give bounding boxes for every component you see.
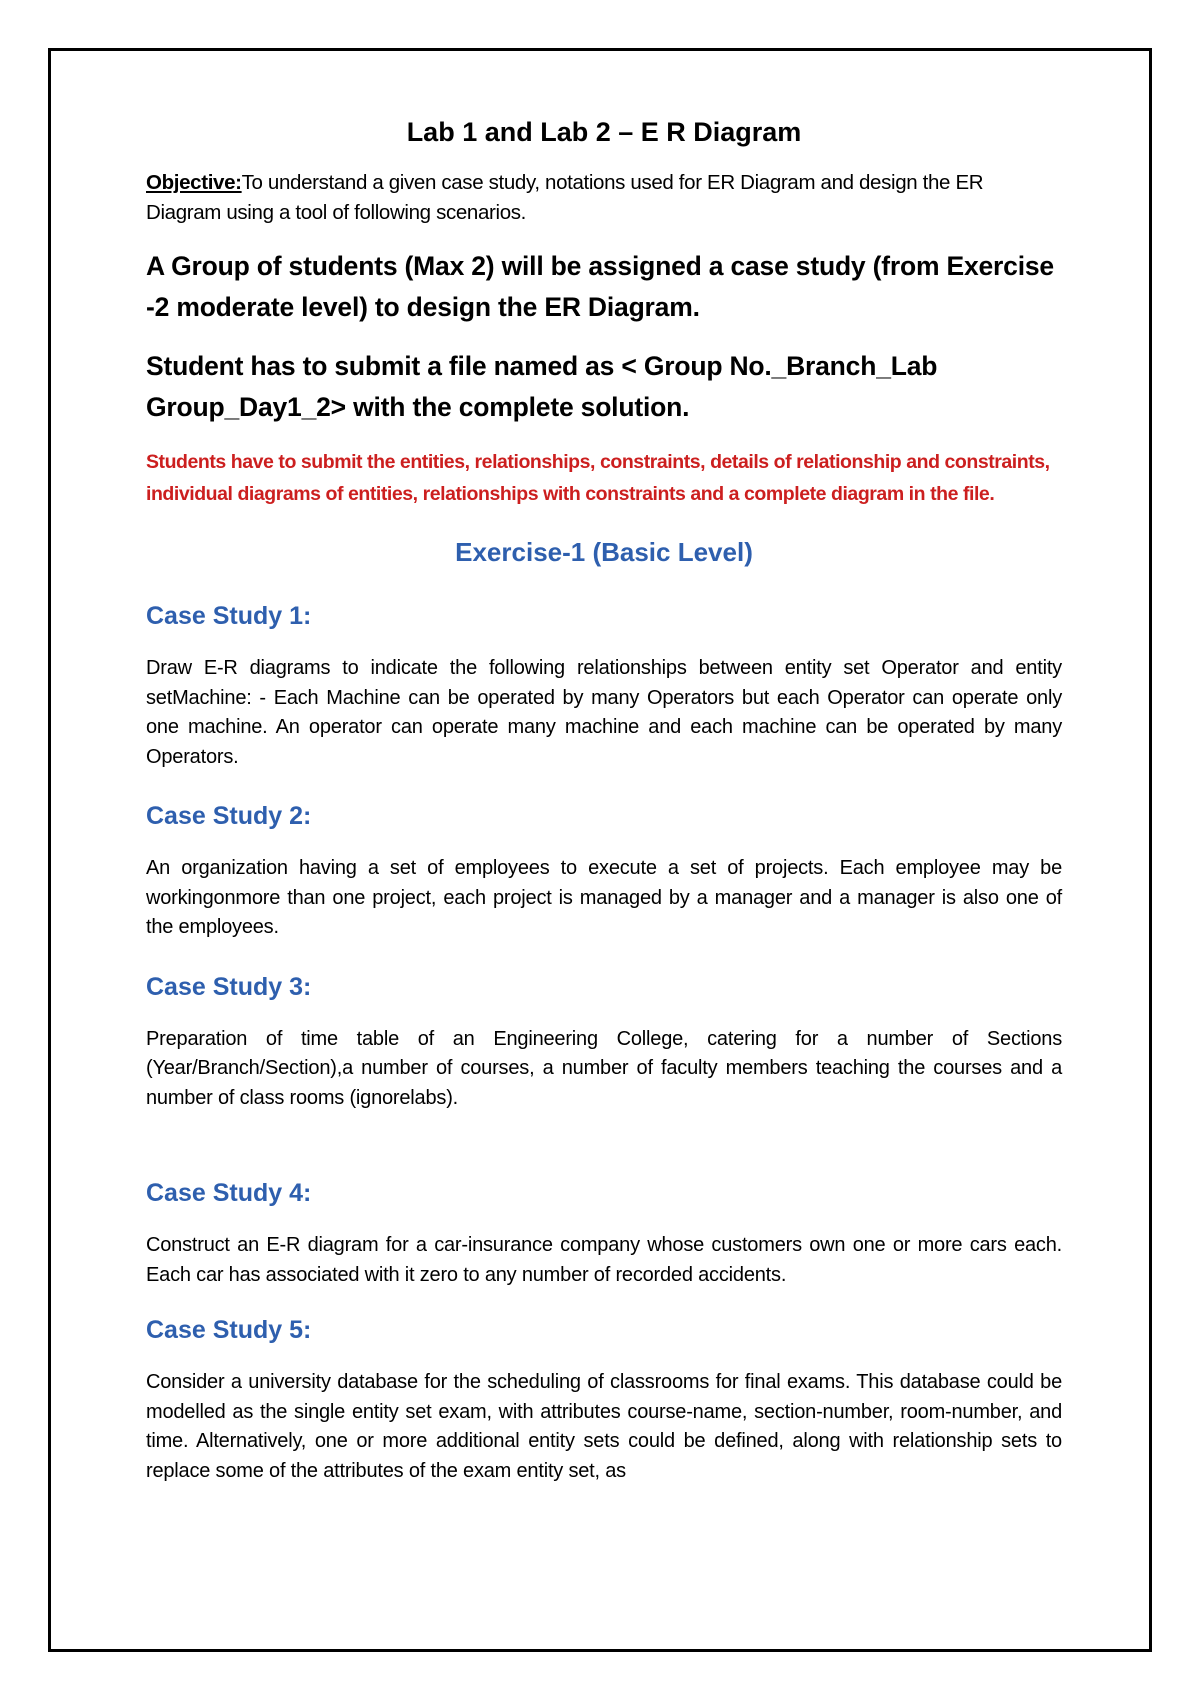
case-study-1-heading: Case Study 1: — [146, 602, 312, 630]
submission-instruction: Student has to submit a file named as < Group No._Branch_Lab Group_Day1_2> with the complete solution. — [146, 351, 938, 422]
submission-note: Students have to submit the entities, relationships, constraints, details of relationship and constraints, individual diagrams of entities, relationships with constraints and a complete diagram in the file. — [146, 451, 1050, 505]
case-study-3-heading: Case Study 3: — [146, 972, 312, 1001]
document-title: Lab 1 and Lab 2 – E R Diagram — [406, 117, 802, 147]
objective-label: Objective: — [146, 171, 242, 194]
case-study-2-body: An organization having a set of employees to execute a set of projects. Each employee may be workingonmore than one project, each project is managed by a manager and a manager is also one of the employees. — [146, 857, 1062, 938]
case-study-3-body: Preparation of time table of an Engineering College, catering for a number of Sections (Year/Branch/Section),a number of courses, a number of faculty members teaching the courses and a number of class rooms (ignorelabs). — [146, 1027, 1062, 1109]
objective-paragraph — [146, 168, 1062, 228]
document-content — [146, 112, 1062, 1486]
case-study-4-heading: Case Study 4: — [146, 1179, 312, 1207]
case-study-5-body: Consider a university database for the scheduling of classrooms for final exams. This database could be modelled as the single entity set exam, with attributes course-name, section-number, room-number, and time. Alternatively, one or more additional entity sets could be defined, along with relationship sets to replace some of the attributes of the exam entity set, as — [146, 1371, 1062, 1482]
exercise-heading: Exercise-1 (Basic Level) — [455, 537, 753, 567]
case-study-2-heading: Case Study 2: — [146, 802, 312, 830]
case-study-1-body: Draw E-R diagrams to indicate the following relationships between entity set Operator and entity setMachine: - Each Machine can be operated by many Operators but each Operator can operate only one machine. An operator can operate many machine and each machine can be operated by many Operators. — [146, 657, 1062, 768]
group-instruction: A Group of students (Max 2) will be assigned a case study (from Exercise -2 moderate level) to design the ER Diagram. — [146, 251, 1054, 322]
objective-text: To understand a given case study, notations used for ER Diagram and design the ER Diagram using a tool of following scenarios. — [146, 171, 984, 224]
case-study-5-heading: Case Study 5: — [146, 1316, 312, 1344]
case-study-4-body: Construct an E-R diagram for a car-insurance company whose customers own one or more cars each. Each car has associated with it zero to any number of recorded accidents. — [146, 1234, 1062, 1286]
